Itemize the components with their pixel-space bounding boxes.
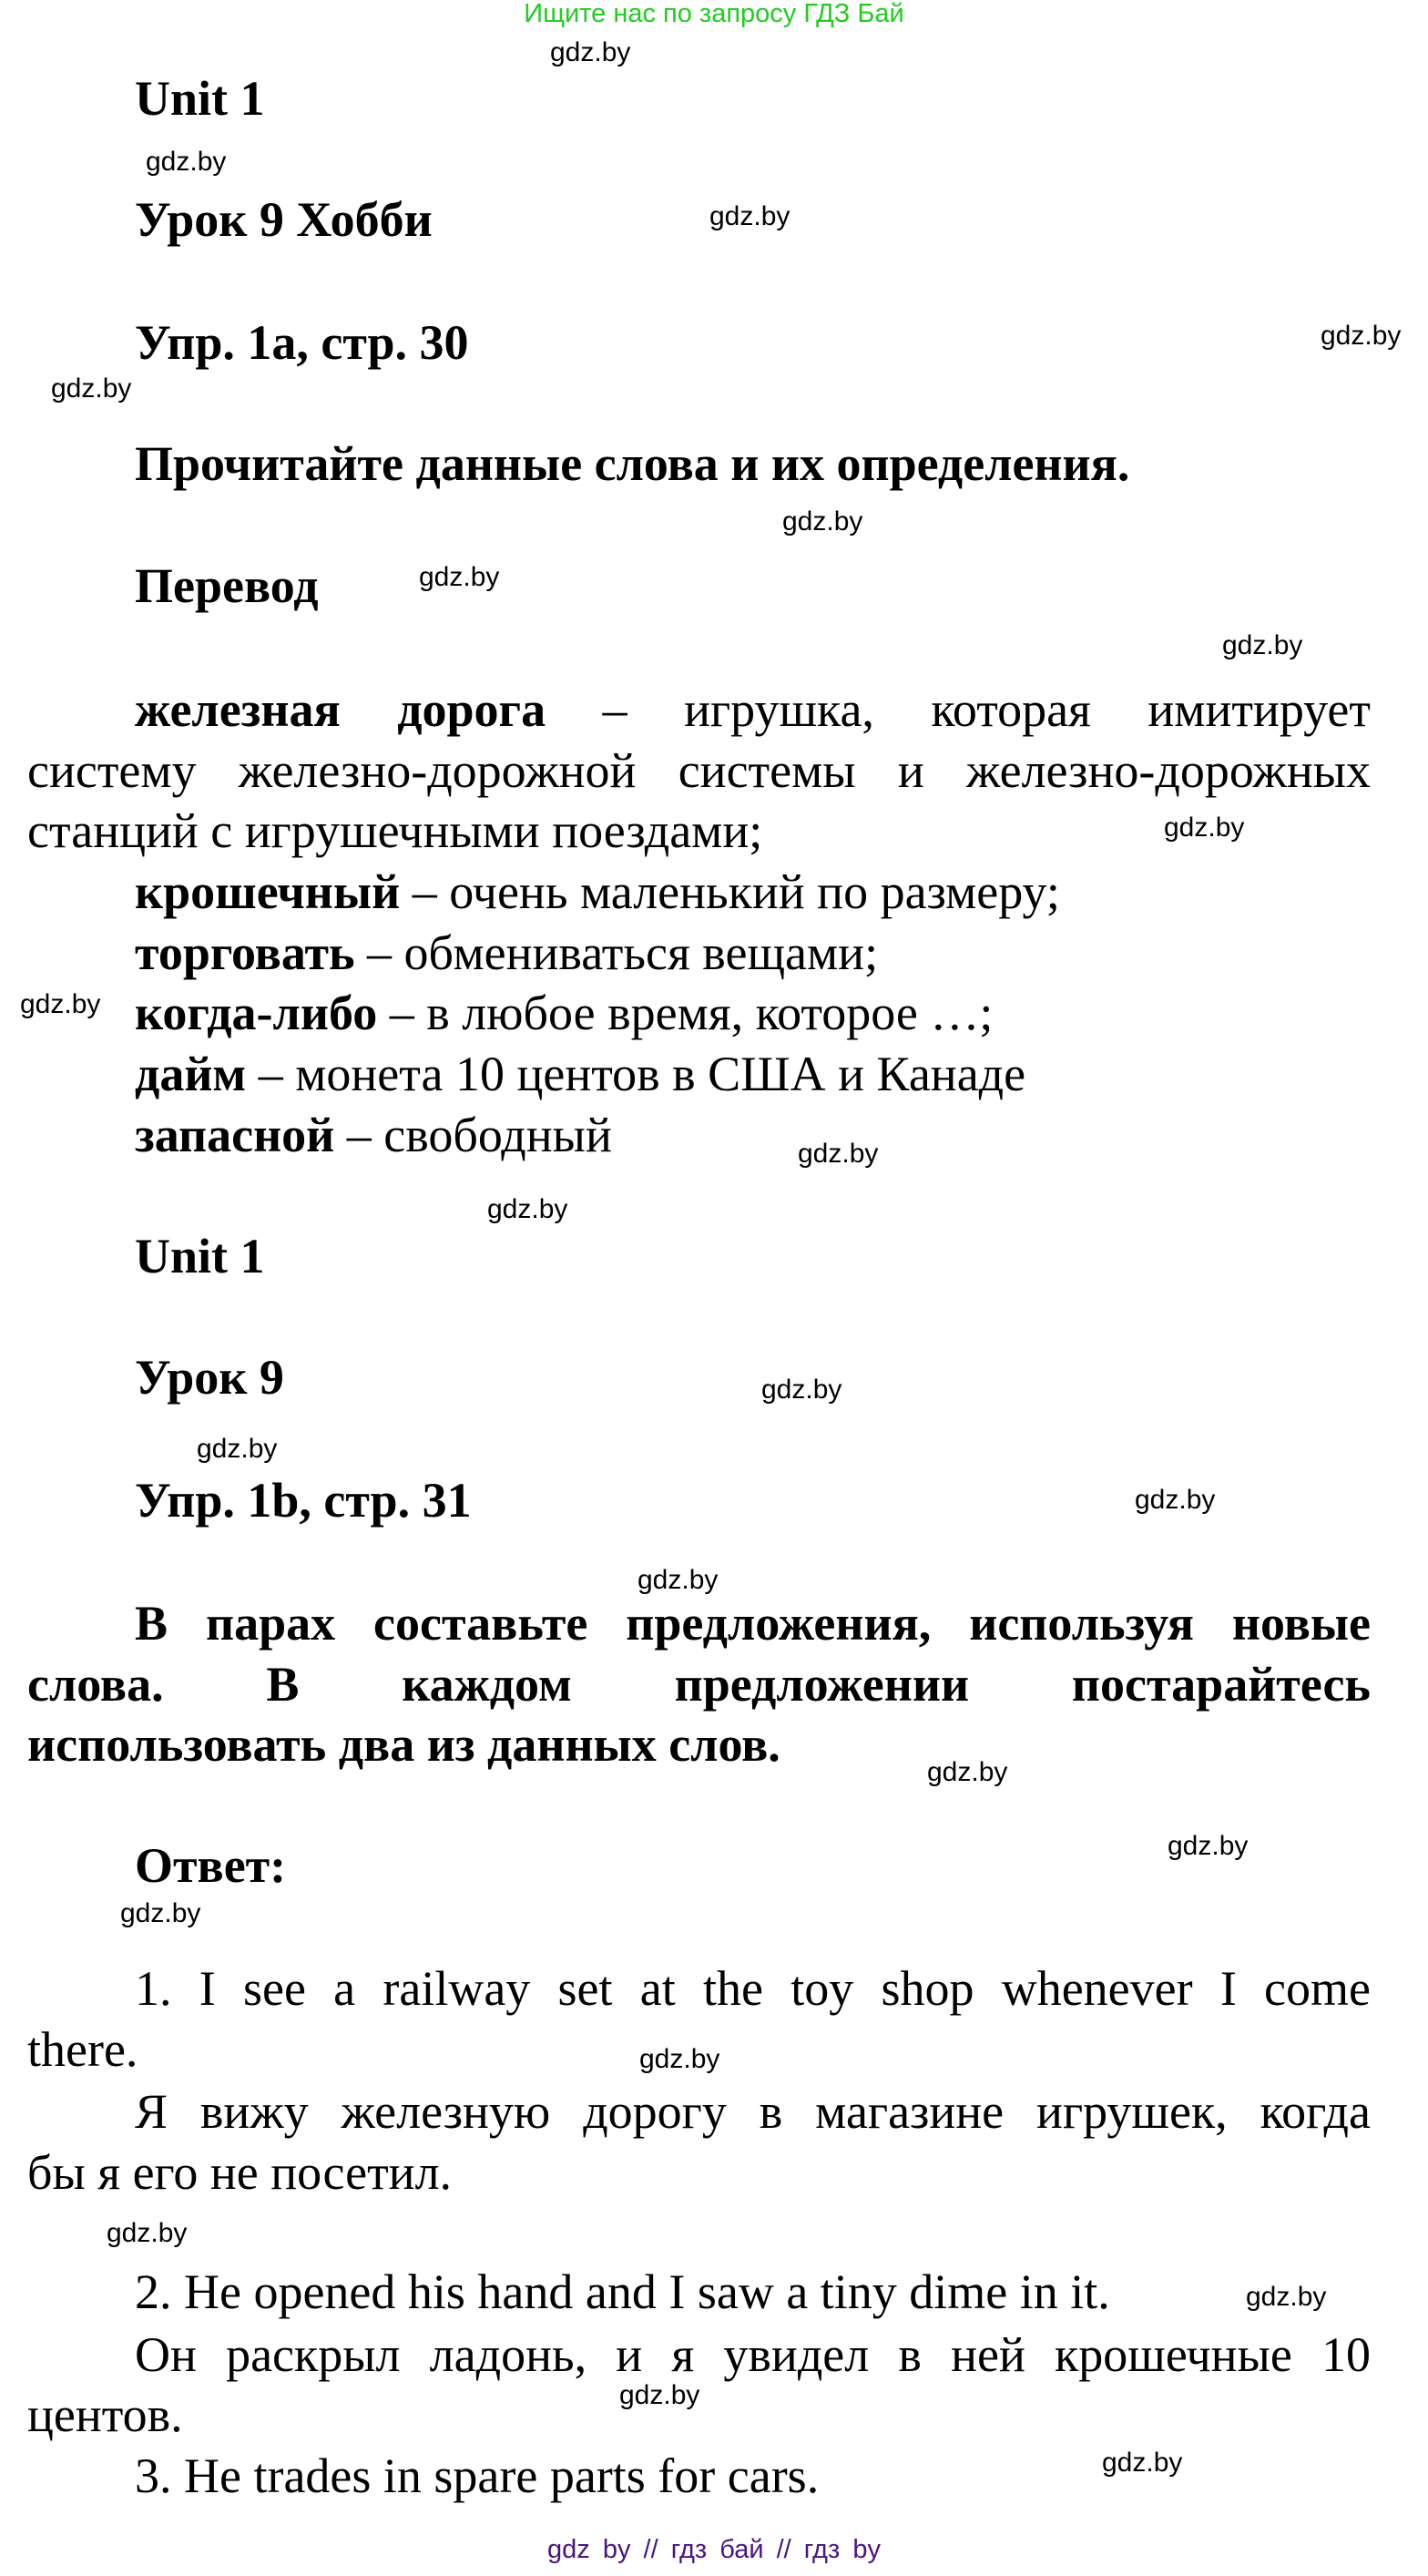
task-line: В парах составьте предложения, используя новые — [135, 1596, 1371, 1651]
watermark: gdz.by — [419, 562, 500, 592]
exercise-heading: Упр. 1b, стр. 31 — [135, 1473, 472, 1528]
watermark: gdz.by — [782, 506, 863, 537]
answer-text: there. — [27, 2022, 138, 2077]
translation-label: Перевод — [135, 558, 319, 613]
watermark: gdz.by — [619, 2380, 700, 2410]
definition-term: запасной — [135, 1108, 335, 1162]
watermark: gdz.by — [51, 373, 132, 404]
watermark: gdz.by — [1164, 813, 1245, 843]
unit-heading: Unit 1 — [135, 1229, 265, 1283]
answer-label: Ответ: — [135, 1838, 287, 1893]
watermark: gdz.by — [639, 2044, 720, 2074]
translation-text: Я вижу железную дорогу в магазине игрушек, когда — [135, 2084, 1371, 2139]
answer-text: 3. He trades in spare parts for cars. — [135, 2448, 820, 2503]
definition-line — [135, 1103, 612, 1167]
task-text — [135, 1591, 1371, 1655]
translation-text: Он раскрыл ладонь, и я увидел в ней крошечные 10 — [135, 2327, 1371, 2382]
definition-line — [135, 1042, 1025, 1106]
definition-term: железная дорога — [135, 682, 546, 737]
lesson-heading: Урок 9 Хобби — [135, 192, 433, 247]
definition-line — [135, 921, 878, 985]
watermark: gdz.by — [1321, 321, 1402, 351]
translation-text: бы я его не посетил. — [27, 2145, 453, 2200]
watermark: gdz.by — [146, 147, 227, 177]
lesson-heading: Урок 9 — [135, 1350, 284, 1405]
task-text: Прочитайте данные слова и их определения. — [135, 436, 1130, 491]
watermark: gdz.by — [1246, 2282, 1327, 2312]
watermark: gdz.by — [1168, 1831, 1249, 1861]
definition-line — [135, 678, 1371, 741]
definition-term: торговать — [135, 925, 355, 980]
footer-links[interactable]: gdz by // гдз бай // гдз by — [547, 2535, 881, 2564]
translation-text: центов. — [27, 2387, 183, 2442]
definition-text: – очень маленький по размеру; — [400, 864, 1060, 919]
watermark: gdz.by — [709, 201, 790, 231]
watermark: gdz.by — [927, 1757, 1008, 1787]
watermark: gdz.by — [1135, 1485, 1216, 1515]
exercise-heading: Упр. 1a, стр. 30 — [135, 315, 469, 370]
definition-term: дайм — [135, 1047, 247, 1101]
watermark: gdz.by — [487, 1194, 568, 1224]
task-line: слова. В каждом предложении постарайтесь — [27, 1657, 1371, 1712]
definition-term: крошечный — [135, 864, 401, 919]
watermark: gdz.by — [20, 989, 101, 1019]
definition-text: систему железно-дорожной системы и железно-дорожных — [27, 743, 1371, 798]
definition-term: когда-либо — [135, 986, 378, 1040]
answer-text: 1. I see a railway set at the toy shop whenever I come — [135, 1961, 1371, 2016]
definition-text: – монета 10 центов в США и Канаде — [246, 1047, 1026, 1101]
watermark: gdz.by — [761, 1375, 842, 1405]
watermark: gdz.by — [1222, 630, 1303, 660]
watermark: gdz.by — [120, 1898, 201, 1928]
definition-text: – обмениваться вещами; — [354, 925, 879, 980]
definition-text: станций с игрушечными поездами; — [27, 803, 763, 858]
definition-text: – в любое время, которое …; — [377, 986, 994, 1040]
watermark: gdz.by — [638, 1565, 719, 1595]
translation-line — [135, 2080, 1371, 2143]
watermark: gdz.by — [107, 2218, 188, 2248]
watermark: gdz.by — [798, 1139, 879, 1169]
answer-line — [135, 1957, 1371, 2020]
watermark: gdz.by — [197, 1434, 278, 1464]
definition-line — [135, 981, 993, 1045]
watermark: gdz.by — [550, 37, 631, 67]
watermark: gdz.by — [1102, 2448, 1183, 2478]
translation-line — [135, 2323, 1371, 2387]
search-promo-banner[interactable]: Ищите нас по запросу ГДЗ Бай — [524, 0, 904, 28]
task-line: использовать два из данных слов. — [27, 1717, 780, 1772]
definition-text: – игрушка, которая имитирует — [546, 682, 1372, 737]
answer-text: 2. He opened his hand and I saw a tiny dime in it. — [135, 2264, 1110, 2319]
definition-line — [135, 860, 1060, 924]
unit-heading: Unit 1 — [135, 71, 265, 126]
definition-text: – свободный — [334, 1108, 612, 1162]
